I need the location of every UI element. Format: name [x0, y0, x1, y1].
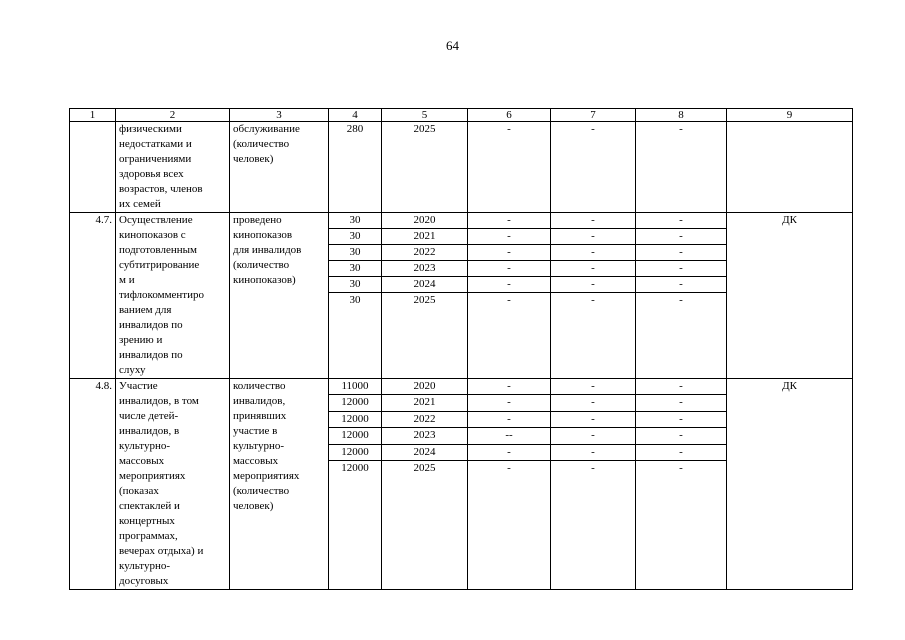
page-number: 64 [446, 38, 459, 53]
col8-cell: - [636, 428, 727, 444]
col8-cell: - [636, 379, 727, 395]
col6-cell: - [468, 245, 551, 261]
col8-cell: - [636, 411, 727, 427]
value-cell: 11000 [329, 379, 382, 395]
year-cell: 2022 [382, 245, 468, 261]
continuation-row [70, 122, 853, 213]
col6-cell: - [468, 261, 551, 277]
col6-cell: - [468, 277, 551, 293]
col6-cell: - [468, 379, 551, 395]
executor-cell [727, 122, 853, 213]
col6-cell: - [468, 444, 551, 460]
column-number: 4 [329, 109, 382, 122]
column-number: 8 [636, 109, 727, 122]
column-number: 6 [468, 109, 551, 122]
value-cell: 12000 [329, 411, 382, 427]
col7-cell: - [551, 444, 636, 460]
year-cell: 2022 [382, 411, 468, 427]
col6-cell: - [468, 411, 551, 427]
col7-cell: - [551, 261, 636, 277]
value-cell: 30 [329, 229, 382, 245]
measure-name-cell: физическими недостатками и ограничениями здоровья всех возрастов, членов их семей [116, 122, 230, 213]
column-number: 5 [382, 109, 468, 122]
row-number-cell: 4.7. [70, 213, 116, 379]
col7-cell: - [551, 213, 636, 229]
col7-cell: - [551, 460, 636, 589]
col8-cell: - [636, 293, 727, 379]
col8-cell: - [636, 122, 727, 213]
year-cell: 2025 [382, 122, 468, 213]
value-cell: 12000 [329, 395, 382, 411]
measure-row [70, 379, 853, 395]
col7-cell: - [551, 293, 636, 379]
indicator-cell: обслуживание (количество человек) [230, 122, 329, 213]
year-cell: 2021 [382, 395, 468, 411]
year-cell: 2023 [382, 428, 468, 444]
col7-cell: - [551, 122, 636, 213]
value-cell: 12000 [329, 460, 382, 589]
col8-cell: - [636, 277, 727, 293]
col7-cell: - [551, 428, 636, 444]
indicator-cell: проведено кинопоказов для инвалидов (количество кинопоказов) [230, 213, 329, 379]
col7-cell: - [551, 229, 636, 245]
row-number-cell [70, 122, 116, 213]
col8-cell: - [636, 229, 727, 245]
table-body [70, 109, 853, 590]
col7-cell: - [551, 245, 636, 261]
column-number: 3 [230, 109, 329, 122]
col7-cell: - [551, 395, 636, 411]
col8-cell: - [636, 213, 727, 229]
year-cell: 2025 [382, 293, 468, 379]
value-cell: 12000 [329, 444, 382, 460]
column-number: 7 [551, 109, 636, 122]
year-cell: 2020 [382, 379, 468, 395]
measure-name-cell: Участие инвалидов, в том числе детей- инвалидов, в культурно- массовых мероприятиях (показах спектаклей и концертных программах, вечерах отдыха) и культурно- досуговых [116, 379, 230, 590]
year-cell: 2024 [382, 444, 468, 460]
column-number-row [70, 109, 853, 122]
column-number: 9 [727, 109, 853, 122]
col8-cell: - [636, 444, 727, 460]
row-number-cell: 4.8. [70, 379, 116, 590]
col8-cell: - [636, 460, 727, 589]
col6-cell: - [468, 293, 551, 379]
year-cell: 2021 [382, 229, 468, 245]
executor-cell: ДК [727, 213, 853, 379]
value-cell: 280 [329, 122, 382, 213]
value-cell: 12000 [329, 428, 382, 444]
executor-cell: ДК [727, 379, 853, 590]
year-cell: 2025 [382, 460, 468, 589]
col7-cell: - [551, 379, 636, 395]
indicator-cell: количество инвалидов, принявших участие в культурно- массовых мероприятиях (количество человек) [230, 379, 329, 590]
year-cell: 2020 [382, 213, 468, 229]
col6-cell: - [468, 395, 551, 411]
year-cell: 2024 [382, 277, 468, 293]
col8-cell: - [636, 261, 727, 277]
value-cell: 30 [329, 293, 382, 379]
value-cell: 30 [329, 277, 382, 293]
value-cell: 30 [329, 245, 382, 261]
col6-cell: - [468, 229, 551, 245]
col8-cell: - [636, 395, 727, 411]
col6-cell: - [468, 460, 551, 589]
column-number: 1 [70, 109, 116, 122]
program-table [69, 108, 853, 590]
year-cell: 2023 [382, 261, 468, 277]
value-cell: 30 [329, 261, 382, 277]
value-cell: 30 [329, 213, 382, 229]
measure-name-cell: Осуществление кинопоказов с подготовленным субтитрирование м и тифлокомментиро ванием для инвалидов по зрению и инвалидов по слуху [116, 213, 230, 379]
column-number: 2 [116, 109, 230, 122]
col6-cell: - [468, 213, 551, 229]
col7-cell: - [551, 277, 636, 293]
measure-row [70, 213, 853, 229]
col6-cell: -- [468, 428, 551, 444]
col6-cell: - [468, 122, 551, 213]
col7-cell: - [551, 411, 636, 427]
col8-cell: - [636, 245, 727, 261]
